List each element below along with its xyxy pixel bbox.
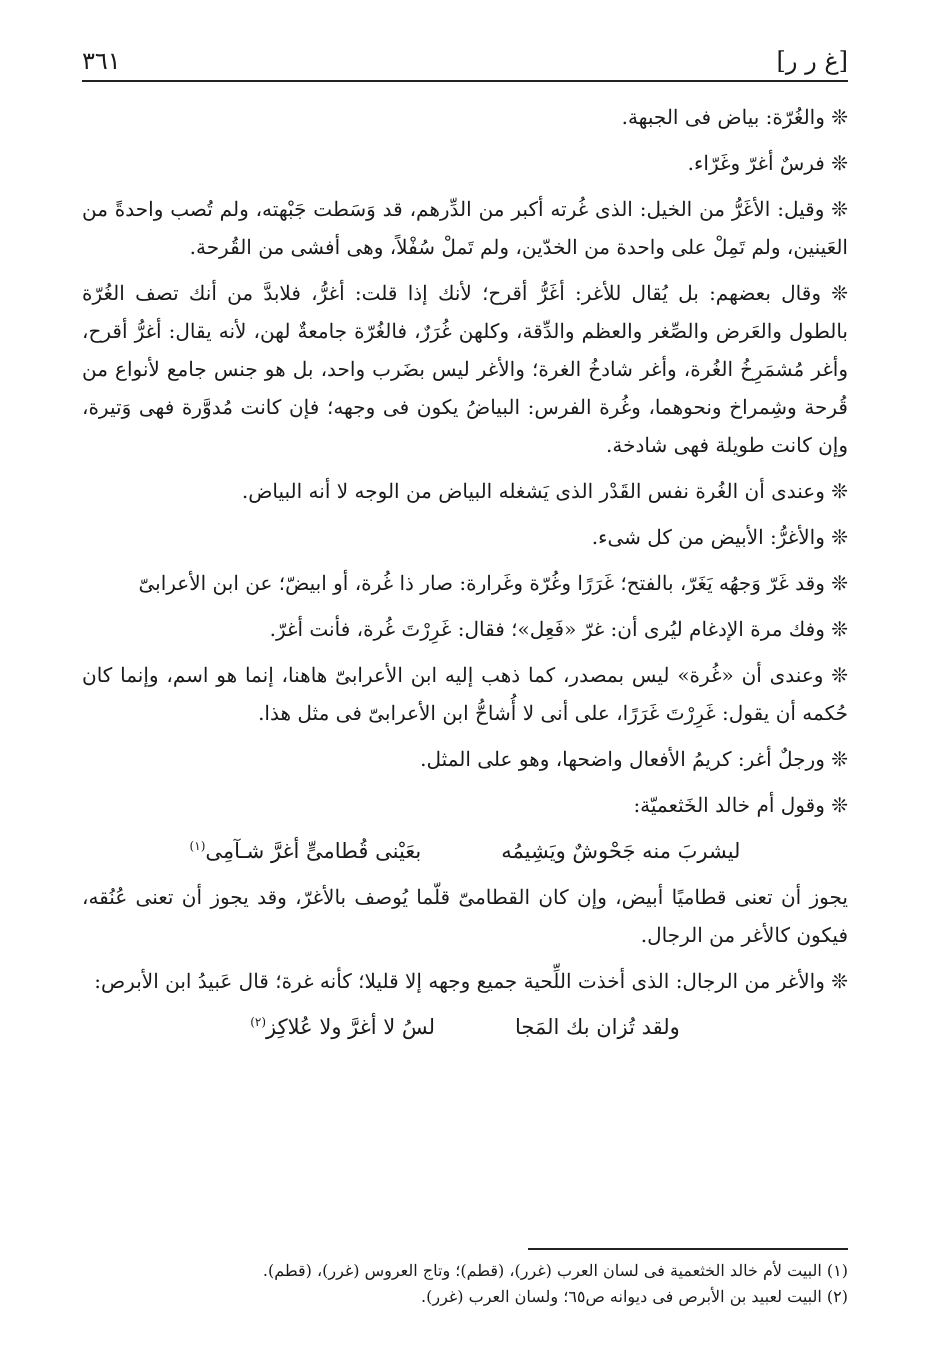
document-page bbox=[82, 40, 848, 1340]
paragraph: ❊ وعندى أن «غُرة» ليس بمصدر، كما ذهب إليه ابن الأعرابىّ هاهنا، إنما هو اسم، وإنما كان حُكمه أن يقول: غَرِرْتَ غَرَرًا، على أنى لا أُشاحُّ ابن الأعرابىّ فى مثل هذا. bbox=[82, 663, 848, 725]
paragraph: ❊ وقول أم خالد الخَثعميّة: bbox=[633, 793, 848, 817]
footnote: (٢) البيت لعبيد بن الأبرص فى ديوانه ص٦٥؛ ولسان العرب (غرر). bbox=[421, 1287, 848, 1306]
footnote-marker: (١) bbox=[189, 839, 206, 853]
footnote: (١) البيت لأم خالد الخثعمية فى لسان العرب (غرر)، (قطم)؛ وتاج العروس (غرر)، (قطم). bbox=[262, 1261, 848, 1280]
paragraph: ❊ وقد غَرّ وَجهُه يَغَرّ، بالفتح؛ غَرَرًا وغُرّة وغَرارة: صار ذا غُرة، أو ابيضّ؛ عن ابن الأعرابىّ bbox=[138, 571, 848, 595]
verse-second-text: بعَيْنى قُطامىٍّ أغرَّ شـآمِى bbox=[205, 839, 422, 863]
verse-second-hemistich bbox=[250, 1008, 435, 1046]
paragraph: ❊ والغُرّة: بياض فى الجبهة. bbox=[621, 105, 848, 129]
root-letters-heading: [غ ر ر] bbox=[776, 47, 848, 75]
paragraph: ❊ والأغرُّ: الأبيض من كل شىء. bbox=[591, 525, 848, 549]
footnote-divider bbox=[528, 1248, 848, 1250]
page-body bbox=[82, 98, 848, 1054]
paragraph: يجوز أن تعنى قطاميًا أبيض، وإن كان القطامىّ قلّما يُوصف بالأغرّ، وقد يجوز أن تعنى عُنُقه، فيكون كالأغر من الرجال. bbox=[82, 885, 848, 947]
poetry-verse bbox=[82, 832, 848, 870]
verse-first-hemistich: ليشربَ منه جَحْوشٌ ويَشِيمُه bbox=[501, 839, 741, 863]
verse-second-text: لسُ لا أغرَّ ولا عُلاكِز bbox=[266, 1015, 436, 1039]
poetry-verse bbox=[82, 1008, 848, 1046]
verse-second-hemistich bbox=[190, 832, 422, 870]
paragraph: ❊ وفك مرة الإدغام ليُرى أن: غرّ «فَعِل»؛ فقال: غَرِرْتَ غُرة، فأنت أغرّ. bbox=[269, 617, 848, 641]
page-header bbox=[82, 40, 848, 82]
paragraph: ❊ وقال بعضهم: بل يُقال للأغر: أغَرُّ أقرح؛ لأنك إذا قلت: أغرُّ، فلابدَّ من أنك تصف الغُرّة بالطول والعَرض والصِّغر والعظم والدِّقة، وكلهن غُرَرٌ، فالغُرّة جامعةٌ لهن، لأنه يقال: أغرُّ أقرح، وأغر مُشمَرِخُ الغُرة، وأغر شادخُ الغرة؛ والأغر ليس بضَرب واحد، بل هو جنس جامع لأنواع من قُرحة وشِمراخ ونحوهما، وغُرة الفرس: البياضُ يكون فى وجهه؛ فإن كانت مُدوَّرة فهى وَتيرة، وإن كانت طويلة فهى شادخة. bbox=[82, 281, 848, 457]
paragraph: ❊ وعندى أن الغُرة نفس القَدْر الذى يَشغله البياض من الوجه لا أنه البياض. bbox=[241, 479, 848, 503]
paragraph: ❊ ورجلٌ أغر: كريمُ الأفعال واضحها، وهو على المثل. bbox=[420, 747, 848, 771]
footnotes bbox=[82, 1248, 848, 1310]
footnote-marker: (٢) bbox=[250, 1015, 267, 1029]
paragraph: ❊ فرسٌ أغرّ وغَرّاء. bbox=[687, 151, 848, 175]
verse-first-hemistich: ولقد تُزان بك المَجا bbox=[515, 1015, 680, 1039]
paragraph: ❊ وقيل: الأغَرُّ من الخيل: الذى غُرته أكبر من الدِّرهم، قد وَسَطت جَبْهته، ولم تُصب واحدةً من العَينين، ولم تَمِلْ على واحدة من الخدّين، ولم تَملْ سُفْلاً، وهى أفشى من القُرحة. bbox=[82, 197, 848, 259]
page-number: ٣٦١ bbox=[82, 47, 121, 75]
paragraph: ❊ والأغر من الرجال: الذى أخذت اللِّحية جميع وجهه إلا قليلا؛ كأنه غرة؛ قال عَبيدُ ابن الأبرص: bbox=[94, 969, 848, 993]
